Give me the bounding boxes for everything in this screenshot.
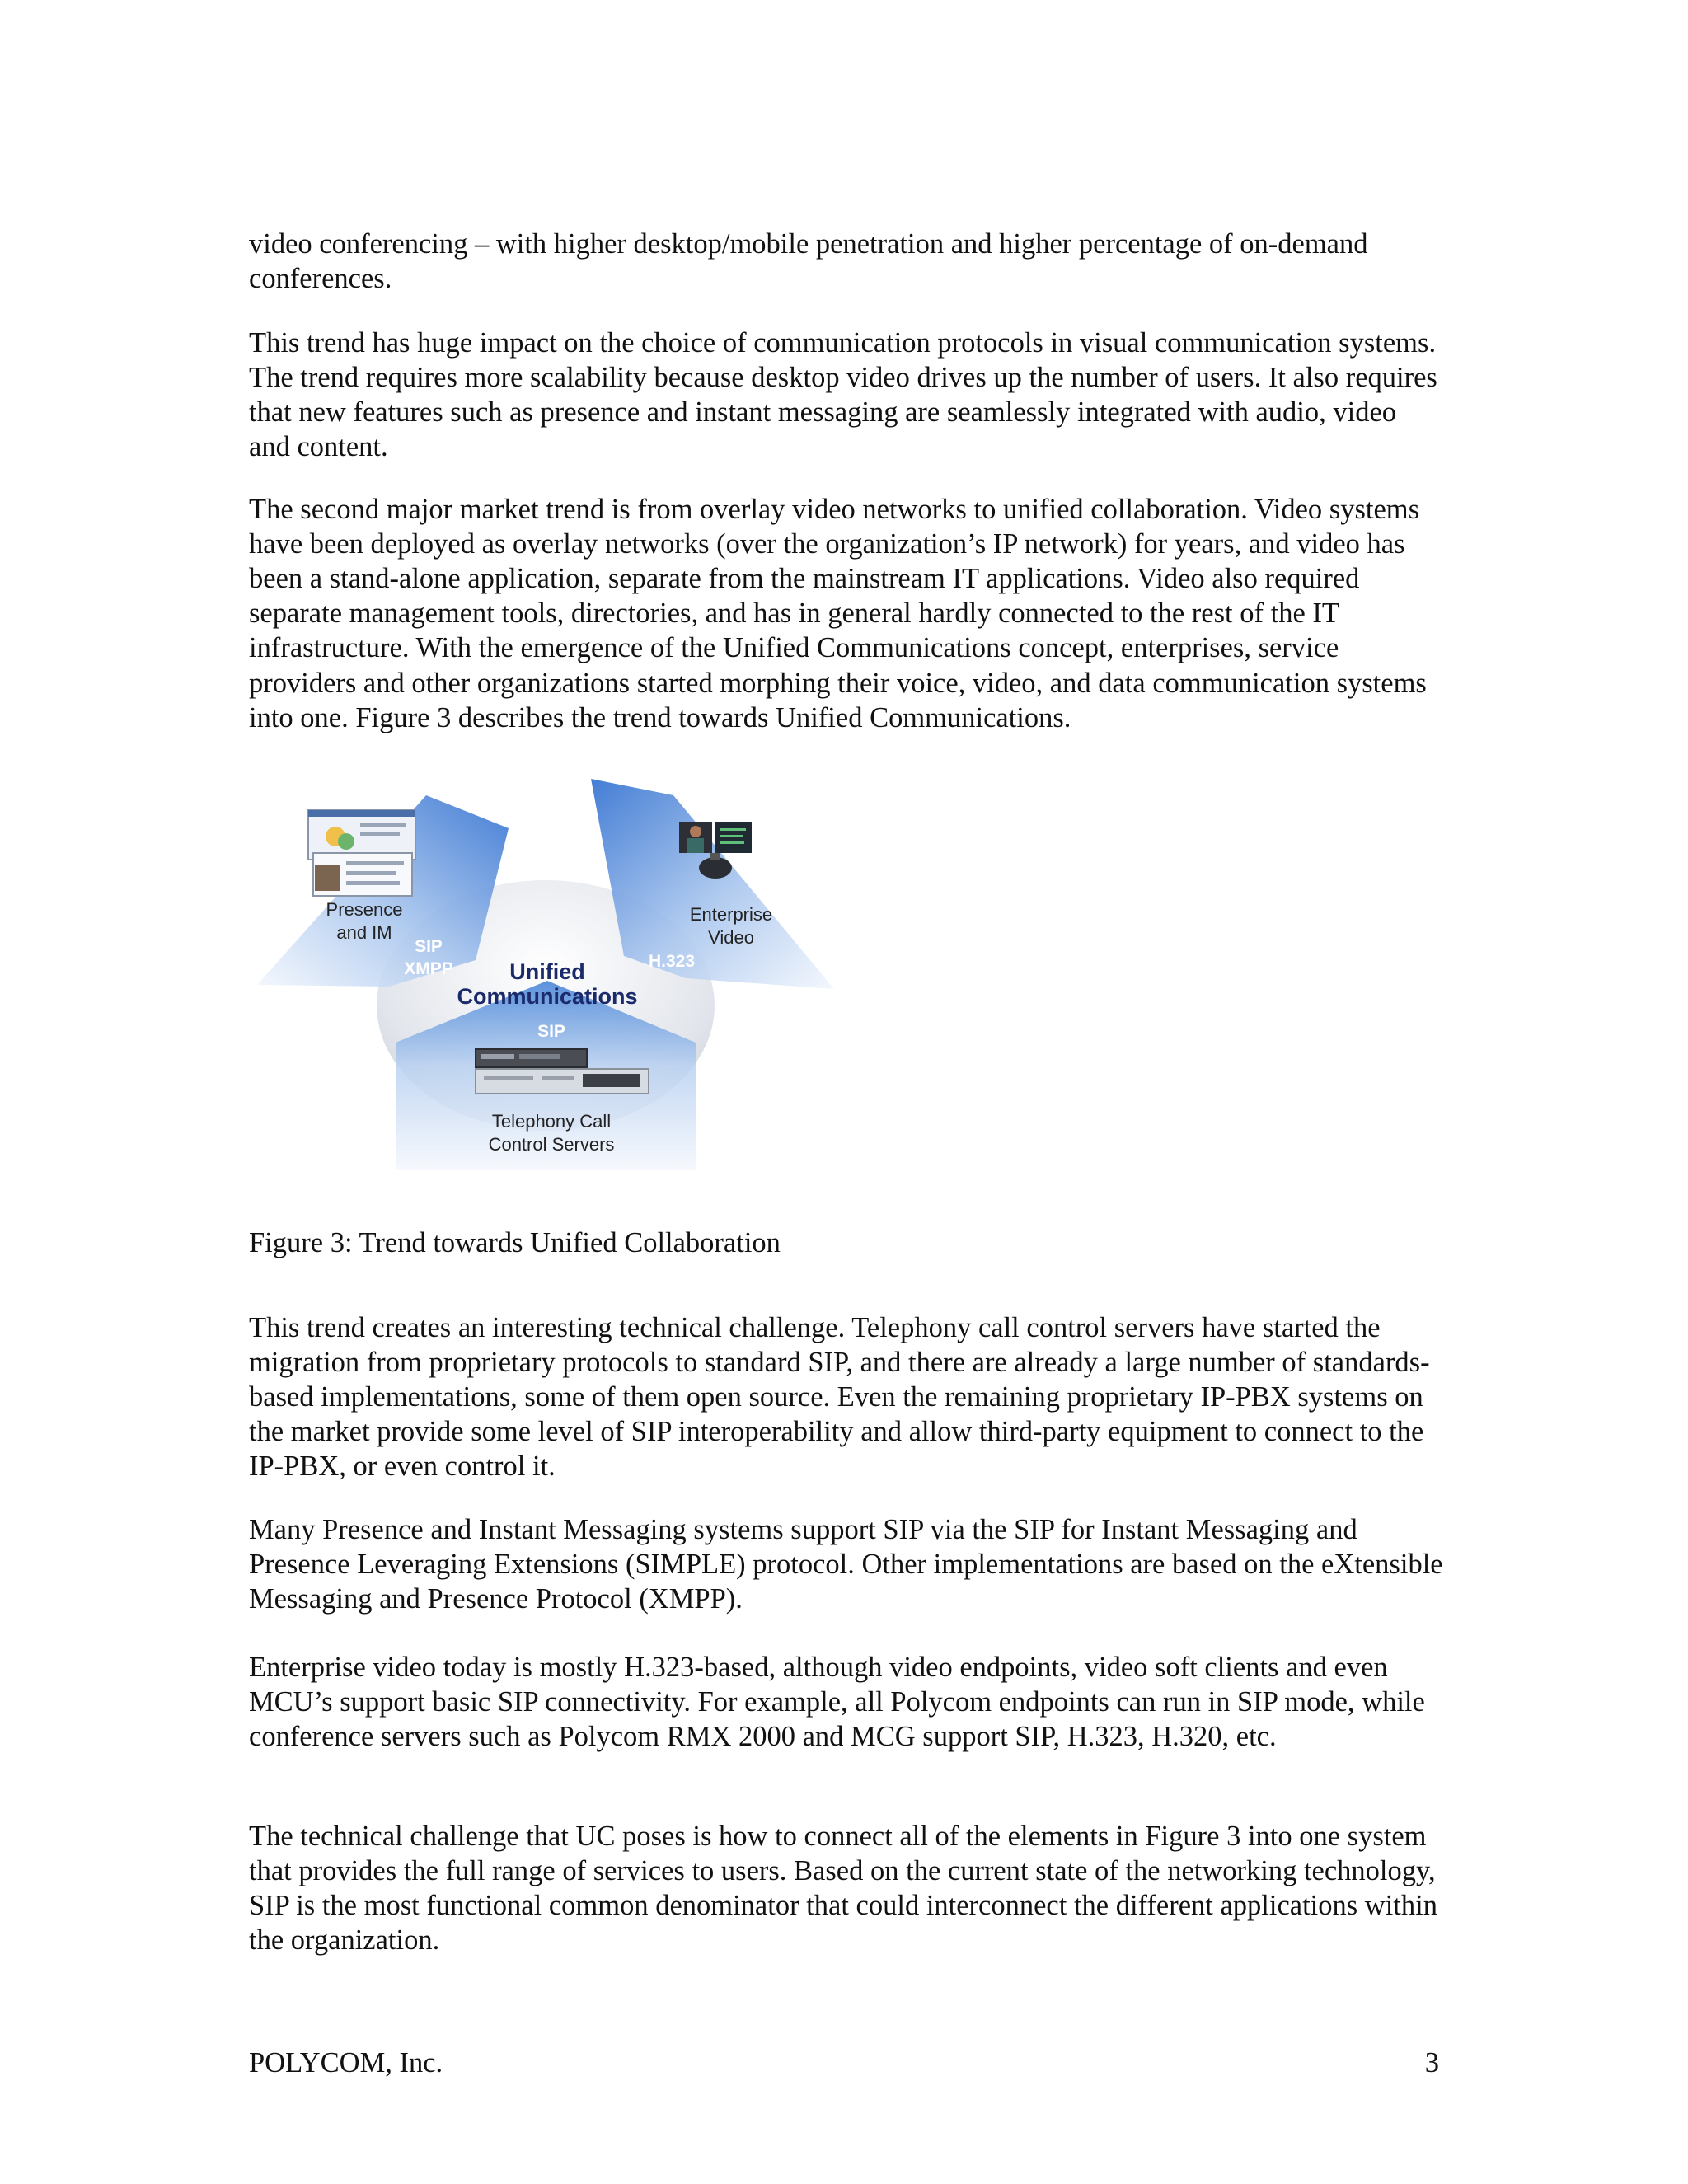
body-paragraph: video conferencing – with higher desktop/mobile penetration and higher percentage of on-demand conferences. [249, 227, 1368, 294]
body-paragraph: This trend has huge impact on the choice of communication protocols in visual communication systems. The trend requires more scalability because desktop video drives up the number of users. It also requires that new features such as presence and instant messaging are seamlessly integrated with audio, video and content. [249, 326, 1437, 463]
center-label-line2: Communications [457, 984, 638, 1009]
figure-caption: Figure 3: Trend towards Unified Collaboration [249, 1226, 781, 1258]
presence-label-line1: Presence [326, 899, 403, 920]
body-paragraph: The second major market trend is from overlay video networks to unified collaboration. Video systems have been deployed as overlay networks (over the organization’s IP network) for years, and video has been a stand-alone application, separate from the mainstream IT applications. Video also required separate management tools, directories, and has in general hardly connected to the rest of the IT infrastructure. With the emergence of the Unified Communications concept, enterprises, service providers and other organizations started morphing their voice, video, and data communication systems into one. Figure 3 describes the trend towards Unified Communications. [249, 493, 1427, 733]
video-label-line2: Video [708, 927, 754, 948]
presence-im-screenshot-icon [308, 810, 415, 896]
body-paragraph: Enterprise video today is mostly H.323-based, although video endpoints, video soft clients and even MCU’s support basic SIP connectivity. For example, all Polycom endpoints can run in SIP mode, while conference servers such as Polycom RMX 2000 and MCG support SIP, H.323, H.320, etc. [249, 1651, 1425, 1752]
presence-protocol-xmpp: XMPP [404, 959, 453, 978]
body-paragraph: This trend creates an interesting technical challenge. Telephony call control servers have started the migration from proprietary protocols to standard SIP, and there are already a large number of standards-based implementations, some of them open source. Even the remaining proprietary IP-PBX systems on the market provide some level of SIP interoperability and allow third-party equipment to connect to the IP-PBX, or even control it. [249, 1311, 1430, 1483]
presence-protocol-sip: SIP [415, 937, 443, 956]
video-label-line1: Enterprise [689, 904, 773, 925]
page-number: 3 [1424, 2047, 1439, 2079]
body-paragraph: Many Presence and Instant Messaging systems support SIP via the SIP for Instant Messaging and Presence Leveraging Extensions (SIMPLE) protocol. Other implementations are based on the eXtensible Messaging and Presence Protocol (XMPP). [249, 1513, 1443, 1615]
video-protocol-h323: H.323 [648, 952, 696, 971]
footer-company: POLYCOM, Inc. [249, 2047, 443, 2079]
presence-label-line2: and IM [336, 922, 392, 943]
telephony-protocol-sip: SIP [537, 1022, 565, 1041]
body-paragraph: The technical challenge that UC poses is how to connect all of the elements in Figure 3 into one system that provides the full range of services to users. Based on the current state of the networking technology, SIP is the most functional common denominator that could interconnect the different applications within the organization. [249, 1820, 1437, 1957]
telephony-label-line2: Control Servers [488, 1134, 615, 1155]
unified-communications-figure [257, 771, 851, 1170]
center-label-line1: Unified [509, 959, 585, 984]
telephony-label-line1: Telephony Call [491, 1111, 612, 1132]
